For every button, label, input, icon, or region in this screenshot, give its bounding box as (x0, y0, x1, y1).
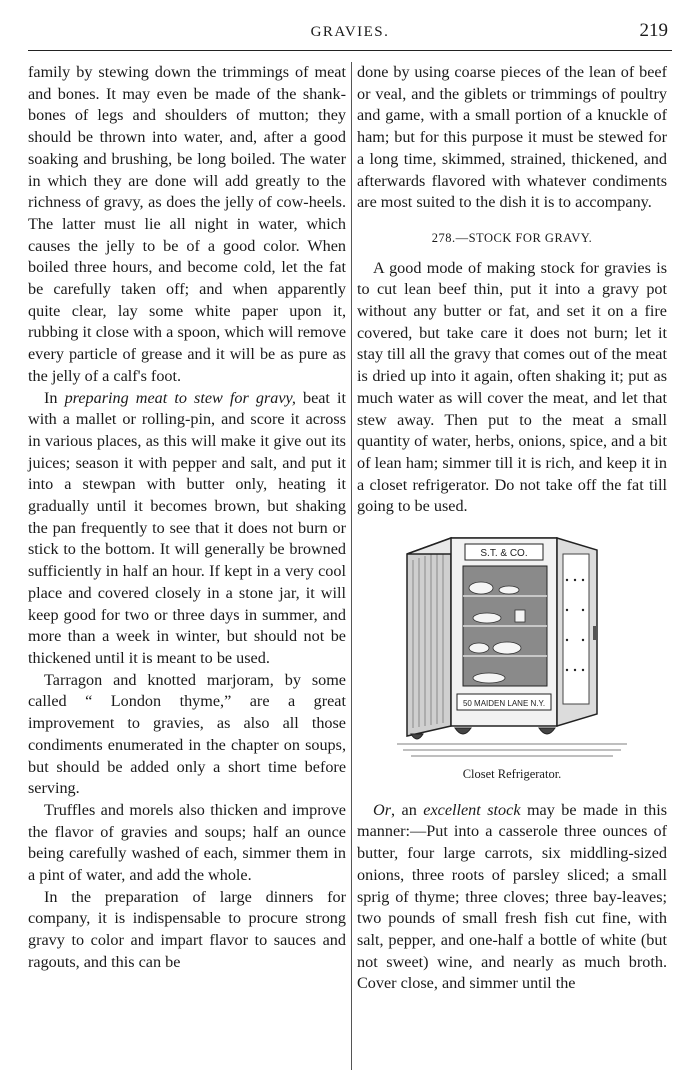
paragraph: Truffles and morels also thicken and improve the flavor of gravies and soups; half an ounce being carefully washed of each, simmer them in a pint of water, and add the whole. (28, 800, 346, 885)
refrigerator-illustration (357, 530, 667, 760)
address-plate: 50 MAIDEN LANE N.Y. (462, 699, 546, 709)
running-header (28, 18, 672, 52)
italic-phrase: excellent stock (423, 800, 521, 819)
text-run: beat it with a mallet or rolling-pin, and score it across in various places, as this will make it give out its juices; season it with pepper and salt, and put it into a stewpan with butter only, heating it gradually until it becomes brown, but shaking the pan frequently to see that it does not burn or stick to the bottom. It will generally be browned sufficiently in half an hour. If kept in a very cool place and covered closely in a stone jar, it will keep good for two or three days in summer, and more than a week in winter, but should not be thickened until it is meant to be used. (28, 388, 347, 667)
recipe-heading: 278.—STOCK FOR GRAVY. (431, 230, 593, 245)
italic-phrase: Or (373, 800, 391, 819)
text-run: , an (391, 800, 417, 819)
paragraph (357, 800, 667, 995)
running-title: GRAVIES. (310, 24, 390, 40)
figure-caption: Closet Refrigerator. (462, 767, 562, 782)
header-rule (28, 50, 672, 51)
italic-phrase: preparing meat to stew for gravy, (64, 388, 296, 407)
paragraph: A good mode of making stock for gravies is to cut lean beef thin, put it into a gravy pot without any butter or fat, and set it on a fire covered, but take care it does not burn; let it stay till all the gravy that comes out of the meat is dried up into it again, often shaking it; put as much water as will cover the meat, and let that stew away. Then put to the meat a small quantity of water, herbs, onions, spice, and a bit of lean ham; simmer till it is rich, and keep it in a closet refrigerator. Do not take off the fat till going to be used. (357, 258, 667, 516)
text-run: In (44, 388, 58, 407)
right-column (357, 62, 667, 995)
text-run: may be made in this manner:—Put into a casserole three ounces of butter, four large carrots, six middling-sized onions, three roots of parsley sliced; a small sprig of thyme; three cloves; three bay-leaves; two pounds of small fresh fish cut fine, with salt, pepper, and one-half a bottle of white (but not sweet) wine, and nearly as much broth. Cover close, and simmer until the (357, 800, 668, 993)
page-number: 219 (639, 20, 668, 41)
paragraph: done by using coarse pieces of the lean of beef or veal, and the giblets or trimmings of poultry and game, with a small portion of a knuckle of ham; but for this purpose it must be stewed for a long time, skimmed, strained, thickened, and afterwards flavored with whatever condiments are most suited to the dish it is to accompany. (357, 63, 667, 212)
paragraph (28, 388, 346, 670)
paragraph: In the preparation of large dinners for company, it is indispensable to procure strong gravy to color and impart flavor to sauces and ragouts, and this can be (28, 887, 346, 971)
closet-refrigerator-icon (397, 530, 627, 760)
left-column (28, 62, 346, 974)
column-divider (351, 62, 352, 1070)
maker-plate: S.T. & CO. (480, 548, 528, 560)
paragraph: Tarragon and knotted marjoram, by some called “ London thyme,” are a great improvement to gravies, as also all those condiments enumerated in the chapter on soups, but should be added only a short time before serving. (28, 670, 346, 798)
paragraph: family by stewing down the trimmings of meat and bones. It may even be made of the shank-bones of legs and shoulders of mutton; they should be thrown into water, and, after a good soaking and brushing, be long boiled. The water in which they are done will add greatly to the richness of gravy, as does the jelly of cow-heels. The latter must lie all night in water, which causes the jelly to be of a good color. When boiled three hours, and become cold, let the fat be carefully taken off; and when apparently quite clear, lay some white paper upon it, rubbing it close with a spoon, which will remove every particle of grease and it will be as pure as the jelly of a calf's foot. (28, 63, 346, 385)
